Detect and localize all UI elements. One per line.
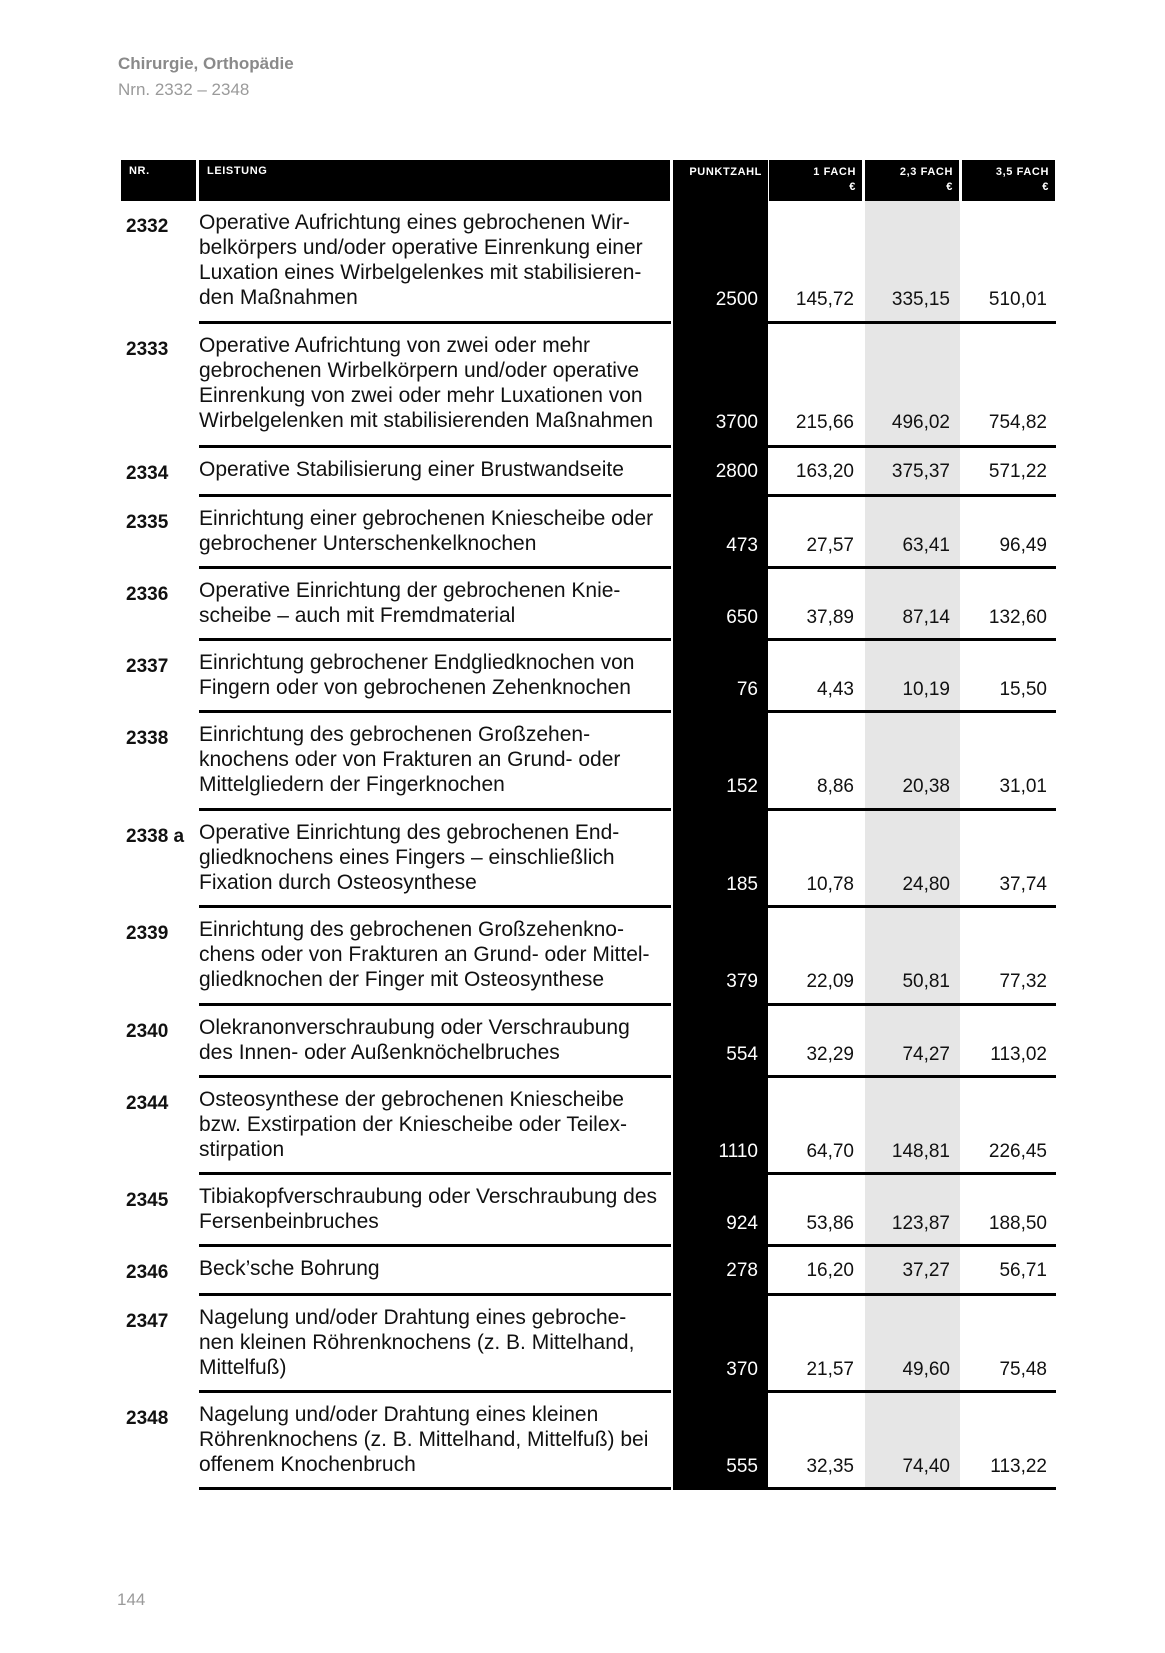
fee-2-3-fach: 50,81 — [902, 971, 950, 992]
description-line: Mittelfuß) — [199, 1356, 287, 1379]
row-divider-fees — [768, 494, 1056, 497]
fee-3-5-fach: 37,74 — [999, 874, 1047, 895]
fee-2-3-fach: 74,40 — [902, 1456, 950, 1477]
row-number: 2338 — [126, 728, 169, 749]
description-line: Olekranonverschraubung oder Verschraubung — [199, 1016, 630, 1039]
description-line: Luxation eines Wirbelgelenkes mit stabilisieren- — [199, 261, 642, 284]
description-line: Einrichtung einer gebrochenen Kniescheibe oder — [199, 507, 654, 530]
punktzahl-value: 650 — [726, 607, 758, 628]
punktzahl-value: 76 — [736, 679, 758, 700]
row-divider — [199, 1003, 671, 1006]
fee-3-5-fach: 188,50 — [988, 1213, 1047, 1234]
fee-1-fach: 32,29 — [806, 1044, 854, 1065]
fee-3-5-fach: 75,48 — [999, 1359, 1047, 1380]
fee-2-3-fach: 375,37 — [891, 461, 950, 482]
row-description — [199, 1305, 669, 1380]
row-description — [199, 333, 669, 433]
description-line: Einrichtung des gebrochenen Großzehen- — [199, 723, 591, 746]
fee-3-5-fach: 113,22 — [990, 1456, 1047, 1477]
fee-1-fach: 22,09 — [806, 971, 854, 992]
row-divider — [199, 1293, 671, 1296]
row-divider — [199, 1075, 671, 1078]
row-divider — [199, 1487, 671, 1490]
row-description — [199, 722, 669, 797]
fee-2-3-fach: 10,19 — [902, 679, 950, 700]
row-description — [199, 1256, 669, 1281]
col-header-2-3-fach — [865, 160, 959, 201]
page-number: 144 — [117, 1590, 146, 1609]
punktzahl-value: 1110 — [718, 1141, 758, 1162]
row-divider-fees — [768, 1075, 1056, 1078]
fee-2-3-fach: 335,15 — [891, 289, 950, 310]
punktzahl-value: 473 — [726, 535, 758, 556]
row-description — [199, 210, 669, 310]
description-line: den Maßnahmen — [199, 286, 358, 309]
punktzahl-value: 278 — [726, 1260, 758, 1281]
description-line: des Innen- oder Außenknöchelbruches — [199, 1041, 560, 1064]
col-header-nr: NR. — [121, 160, 196, 201]
row-description — [199, 1402, 669, 1477]
fee-2-3-fach: 63,41 — [902, 535, 950, 556]
shaded-column-2-3-fach — [865, 201, 960, 1490]
row-description — [199, 820, 669, 895]
fee-2-3-fach: 496,02 — [891, 412, 950, 433]
fee-1-fach: 32,35 — [806, 1456, 854, 1477]
row-divider-fees — [768, 321, 1056, 324]
row-divider-fees — [768, 1293, 1056, 1296]
row-divider-fees — [768, 445, 1056, 448]
row-number: 2332 — [126, 216, 169, 237]
fee-1-fach: 27,57 — [806, 535, 854, 556]
section-title: Chirurgie, Orthopädie — [118, 54, 294, 73]
description-line: scheibe – auch mit Fremdmaterial — [199, 604, 516, 627]
col-header-1-fach — [769, 160, 862, 201]
row-divider — [199, 710, 671, 713]
fee-1-fach: 145,72 — [795, 289, 854, 310]
fee-2-3-fach: 37,27 — [902, 1260, 950, 1281]
col-header-2-3-fach-label: 2,3 FACH — [899, 166, 953, 178]
row-description — [199, 506, 669, 556]
row-number: 2334 — [126, 463, 169, 484]
fee-3-5-fach: 510,01 — [988, 289, 1047, 310]
col-header-3-5-fach-label: 3,5 FACH — [995, 166, 1049, 178]
row-divider — [199, 1244, 671, 1247]
row-divider — [199, 1172, 671, 1175]
punktzahl-value: 554 — [726, 1044, 758, 1065]
description-line: Wirbelgelenken mit stabilisierenden Maßnahmen — [199, 409, 654, 432]
description-line: Operative Aufrichtung eines gebrochenen Wir- — [199, 211, 630, 234]
description-line: Einrichtung gebrochener Endgliedknochen von — [199, 651, 635, 674]
row-divider — [199, 566, 671, 569]
row-number: 2335 — [126, 512, 169, 533]
description-line: gliedknochen der Finger mit Osteosynthese — [199, 968, 605, 991]
col-header-1-fach-label: 1 FACH — [813, 166, 856, 178]
punktzahl-column-background — [673, 201, 768, 1490]
fee-1-fach: 21,57 — [806, 1359, 854, 1380]
fee-3-5-fach: 15,50 — [999, 679, 1047, 700]
row-divider-fees — [768, 905, 1056, 908]
punktzahl-value: 152 — [726, 776, 758, 797]
row-number: 2347 — [126, 1311, 169, 1332]
description-line: Osteosynthese der gebrochenen Kniescheibe — [199, 1088, 624, 1111]
row-number: 2346 — [126, 1262, 169, 1283]
row-number: 2339 — [126, 923, 169, 944]
row-divider-fees — [768, 1487, 1056, 1490]
fee-1-fach: 163,20 — [795, 461, 854, 482]
row-number: 2344 — [126, 1093, 169, 1114]
row-divider-fees — [768, 710, 1056, 713]
fee-3-5-fach: 113,02 — [990, 1044, 1047, 1065]
description-line: Nagelung und/oder Drahtung eines gebroche- — [199, 1306, 627, 1329]
row-divider-fees — [768, 1172, 1056, 1175]
fee-1-fach: 215,66 — [795, 412, 854, 433]
fee-3-5-fach: 77,32 — [999, 971, 1047, 992]
description-line: gliedknochens eines Fingers – einschließlich — [199, 846, 615, 869]
description-line: knochens oder von Frakturen an Grund- oder — [199, 748, 621, 771]
fee-1-fach: 37,89 — [806, 607, 854, 628]
row-number: 2348 — [126, 1408, 169, 1429]
description-line: Beck’sche Bohrung — [199, 1257, 380, 1280]
fee-2-3-fach: 49,60 — [902, 1359, 950, 1380]
row-divider — [199, 445, 671, 448]
fee-2-3-fach: 123,87 — [891, 1213, 950, 1234]
description-line: gebrochener Unterschenkelknochen — [199, 532, 537, 555]
fee-1-fach: 64,70 — [806, 1141, 854, 1162]
description-line: Mittelgliedern der Fingerknochen — [199, 773, 505, 796]
fee-2-3-fach: 87,14 — [902, 607, 950, 628]
row-divider — [199, 321, 671, 324]
row-divider-fees — [768, 808, 1056, 811]
col-header-3-5-fach — [962, 160, 1055, 201]
description-line: chens oder von Frakturen an Grund- oder Mittel- — [199, 943, 650, 966]
table-header — [0, 160, 1165, 201]
fee-3-5-fach: 31,01 — [999, 776, 1047, 797]
row-divider-fees — [768, 1003, 1056, 1006]
col-header-1-fach-currency: € — [849, 181, 856, 193]
row-description — [199, 1087, 669, 1162]
fee-2-3-fach: 20,38 — [902, 776, 950, 797]
description-line: Einrichtung des gebrochenen Großzehenkno- — [199, 918, 624, 941]
description-line: bzw. Exstirpation der Kniescheibe oder Teilex- — [199, 1113, 628, 1136]
fee-1-fach: 8,86 — [817, 776, 854, 797]
row-divider — [199, 808, 671, 811]
fee-2-3-fach: 148,81 — [891, 1141, 950, 1162]
punktzahl-value: 370 — [726, 1359, 758, 1380]
description-line: Nagelung und/oder Drahtung eines kleinen — [199, 1403, 599, 1426]
punktzahl-value: 185 — [726, 874, 758, 895]
fee-3-5-fach: 132,60 — [988, 607, 1047, 628]
row-description — [199, 578, 669, 628]
fee-3-5-fach: 226,45 — [988, 1141, 1047, 1162]
row-number: 2333 — [126, 339, 169, 360]
fee-3-5-fach: 96,49 — [999, 535, 1047, 556]
col-header-2-3-fach-currency: € — [946, 181, 953, 193]
row-divider — [199, 1390, 671, 1393]
punktzahl-value: 2500 — [715, 289, 758, 310]
fee-2-3-fach: 24,80 — [902, 874, 950, 895]
row-description — [199, 650, 669, 700]
description-line: Operative Aufrichtung von zwei oder mehr — [199, 334, 591, 357]
description-line: belkörpers und/oder operative Einrenkung einer — [199, 236, 643, 259]
punktzahl-value: 3700 — [715, 412, 758, 433]
col-header-leistung: LEISTUNG — [199, 160, 670, 201]
punktzahl-value: 924 — [726, 1213, 758, 1234]
row-divider-fees — [768, 566, 1056, 569]
description-line: offenem Knochenbruch — [199, 1453, 416, 1476]
row-divider-fees — [768, 1244, 1056, 1247]
fee-3-5-fach: 56,71 — [999, 1260, 1047, 1281]
col-header-punktzahl: PUNKTZAHL — [673, 160, 768, 201]
row-divider — [199, 905, 671, 908]
description-line: stirpation — [199, 1138, 285, 1161]
description-line: Einrenkung von zwei oder mehr Luxationen von — [199, 384, 643, 407]
description-line: Röhrenknochens (z. B. Mittelhand, Mittelfuß) bei — [199, 1428, 649, 1451]
row-number: 2338 a — [126, 826, 185, 847]
row-number: 2345 — [126, 1190, 169, 1211]
description-line: Tibiakopfverschraubung oder Verschraubung des — [199, 1185, 658, 1208]
row-divider-fees — [768, 638, 1056, 641]
row-number: 2337 — [126, 656, 169, 677]
punktzahl-value: 379 — [726, 971, 758, 992]
description-line: nen kleinen Röhrenknochens (z. B. Mittelhand, — [199, 1331, 635, 1354]
fee-2-3-fach: 74,27 — [902, 1044, 950, 1065]
row-description — [199, 1184, 669, 1234]
punktzahl-value: 555 — [726, 1456, 758, 1477]
fee-3-5-fach: 754,82 — [988, 412, 1047, 433]
description-line: Fixation durch Osteosynthese — [199, 871, 477, 894]
row-description — [199, 1015, 669, 1065]
row-number: 2336 — [126, 584, 169, 605]
fee-1-fach: 10,78 — [806, 874, 854, 895]
fee-3-5-fach: 571,22 — [988, 461, 1047, 482]
description-line: Operative Stabilisierung einer Brustwandseite — [199, 458, 624, 481]
fee-1-fach: 16,20 — [806, 1260, 854, 1281]
number-range: Nrn. 2332 – 2348 — [118, 80, 250, 99]
row-divider-fees — [768, 1390, 1056, 1393]
description-line: Fersenbeinbruches — [199, 1210, 379, 1233]
fee-1-fach: 53,86 — [806, 1213, 854, 1234]
description-line: Operative Einrichtung des gebrochenen End- — [199, 821, 620, 844]
fee-1-fach: 4,43 — [817, 679, 854, 700]
description-line: Fingern oder von gebrochenen Zehenknochen — [199, 676, 631, 699]
punktzahl-value: 2800 — [715, 461, 758, 482]
row-description — [199, 917, 669, 992]
row-description — [199, 457, 669, 482]
row-divider — [199, 638, 671, 641]
description-line: gebrochenen Wirbelkörpern und/oder operative — [199, 359, 640, 382]
col-header-3-5-fach-currency: € — [1042, 181, 1049, 193]
row-divider — [199, 494, 671, 497]
row-number: 2340 — [126, 1021, 169, 1042]
description-line: Operative Einrichtung der gebrochenen Knie- — [199, 579, 621, 602]
